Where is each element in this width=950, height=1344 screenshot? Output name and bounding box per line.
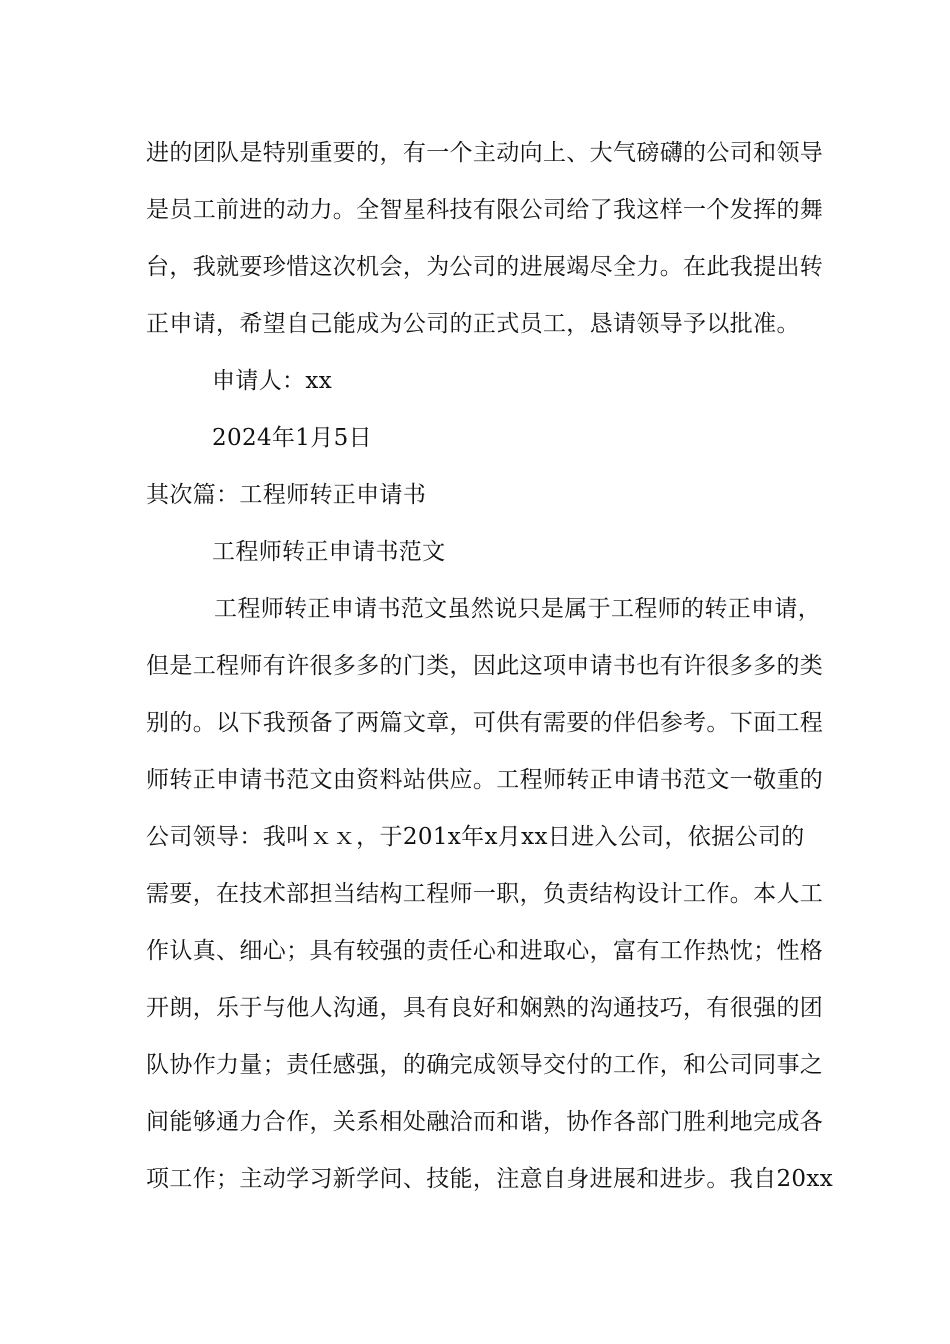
body-line-3: 别的。以下我预备了两篇文章，可供有需要的伴侣参考。下面工程 [146,710,824,736]
body-line-8: 开朗，乐于与他人沟通，具有良好和娴熟的沟通技巧，有很强的团 [146,995,824,1021]
paragraph-line-2: 是员工前进的动力。全智星科技有限公司给了我这样一个发挥的舞 [146,197,824,223]
body-line-5: 公司领导：我叫ｘｘ，于201x年x月xx日进入公司，依据公司的 [146,824,805,850]
paragraph-line-4: 正申请，希望自己能成为公司的正式员工，恳请领导予以批准。 [146,311,800,337]
body-line-1: 工程师转正申请书范文虽然说只是属于工程师的转正申请， [214,596,822,622]
body-line-2: 但是工程师有许很多多的门类，因此这项申请书也有许很多多的类 [146,653,824,679]
body-line-7: 作认真、细心；具有较强的责任心和进取心，富有工作热忱；性格 [146,938,824,964]
body-line-11: 项工作；主动学习新学问、技能，注意自身进展和进步。我自20xx [146,1166,834,1192]
paragraph-line-3: 台，我就要珍惜这次机会，为公司的进展竭尽全力。在此我提出转 [146,254,824,280]
paragraph-line-1: 进的团队是特别重要的，有一个主动向上、大气磅礴的公司和领导 [146,140,824,166]
section-subtitle: 工程师转正申请书范文 [212,539,446,565]
body-line-9: 队协作力量；责任感强，的确完成领导交付的工作，和公司同事之 [146,1052,824,1078]
body-line-4: 师转正申请书范文由资料站供应。工程师转正申请书范文一敬重的 [146,767,824,793]
body-line-10: 间能够通力合作，关系相处融洽而和谐，协作各部门胜利地完成各 [146,1109,824,1135]
section-heading: 其次篇：工程师转正申请书 [146,482,427,508]
body-line-6: 需要，在技术部担当结构工程师一职，负责结构设计工作。本人工 [146,881,824,907]
signature-date: 2024年1月5日 [212,425,372,451]
applicant-signature: 申请人：xx [212,368,333,394]
